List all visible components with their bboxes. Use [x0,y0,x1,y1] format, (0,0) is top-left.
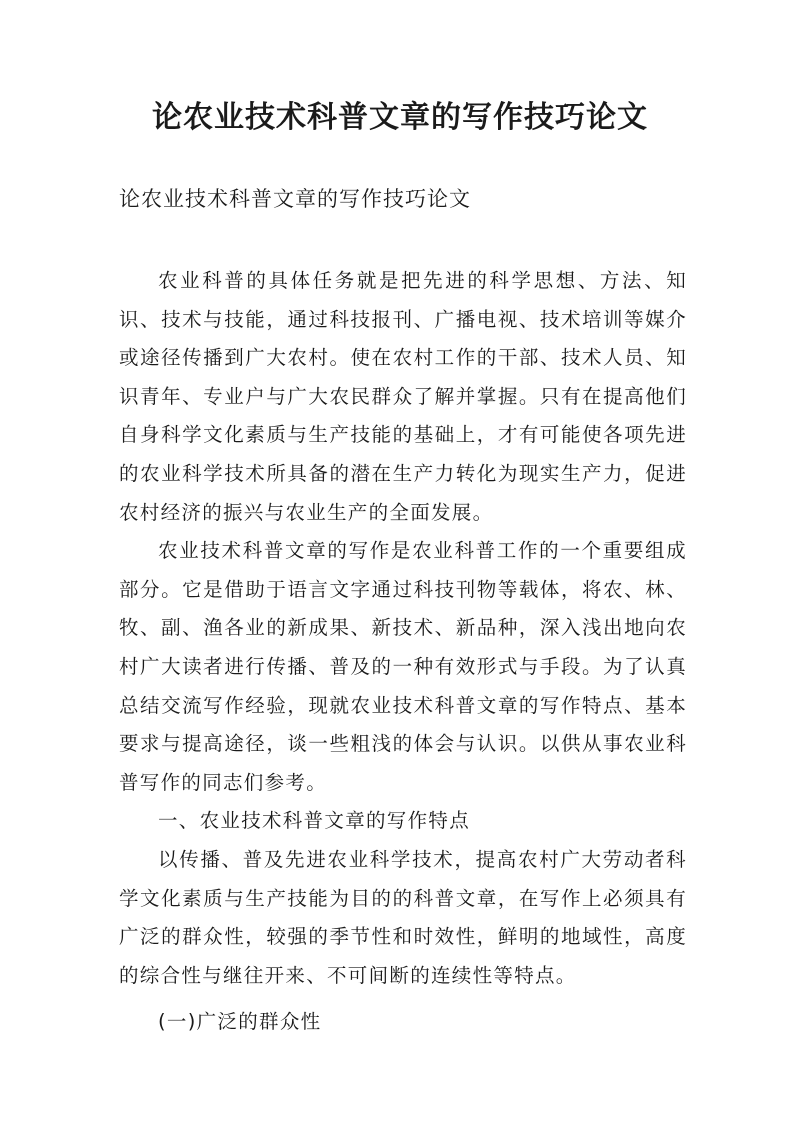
document-body [119,262,687,1042]
document-title: 论农业技术科普文章的写作技巧论文 [152,100,648,135]
section-paragraph: 以传播、普及先进农业科学技术，提高农村广大劳动者科学文化素质与生产技能为目的的科普文章，在写作上必须具有广泛的群众性，较强的季节性和时效性，鲜明的地域性，高度的综合性与继往开来、不可间断的连续性等特点。 [119,847,687,987]
subsection-heading: (一)广泛的群众性 [158,1010,322,1034]
body-paragraph: 农业技术科普文章的写作是农业科普工作的一个重要组成部分。它是借助于语言文字通过科技刊物等载体，将农、林、牧、副、渔各业的新成果、新技术、新品种，深入浅出地向农村广大读者进行传播、普及的一种有效形式与手段。为了认真总结交流写作经验，现就农业技术科普文章的写作特点、基本要求与提高途径，谈一些粗浅的体会与认识。以供从事农业科普写作的同志们参考。 [119,539,687,794]
section-heading: 一、农业技术科普文章的写作特点 [158,809,471,833]
body-paragraph: 农业科普的具体任务就是把先进的科学思想、方法、知识、技术与技能，通过科技报刊、广播电视、技术培训等媒介或途径传播到广大农村。使在农村工作的干部、技术人员、知识青年、专业户与广大农民群众了解并掌握。只有在提高他们自身科学文化素质与生产技能的基础上，才有可能使各项先进的农业科学技术所具备的潜在生产力转化为现实生产力，促进农村经济的振兴与农业生产的全面发展。 [119,269,687,524]
document-subtitle: 论农业技术科普文章的写作技巧论文 [119,187,471,211]
